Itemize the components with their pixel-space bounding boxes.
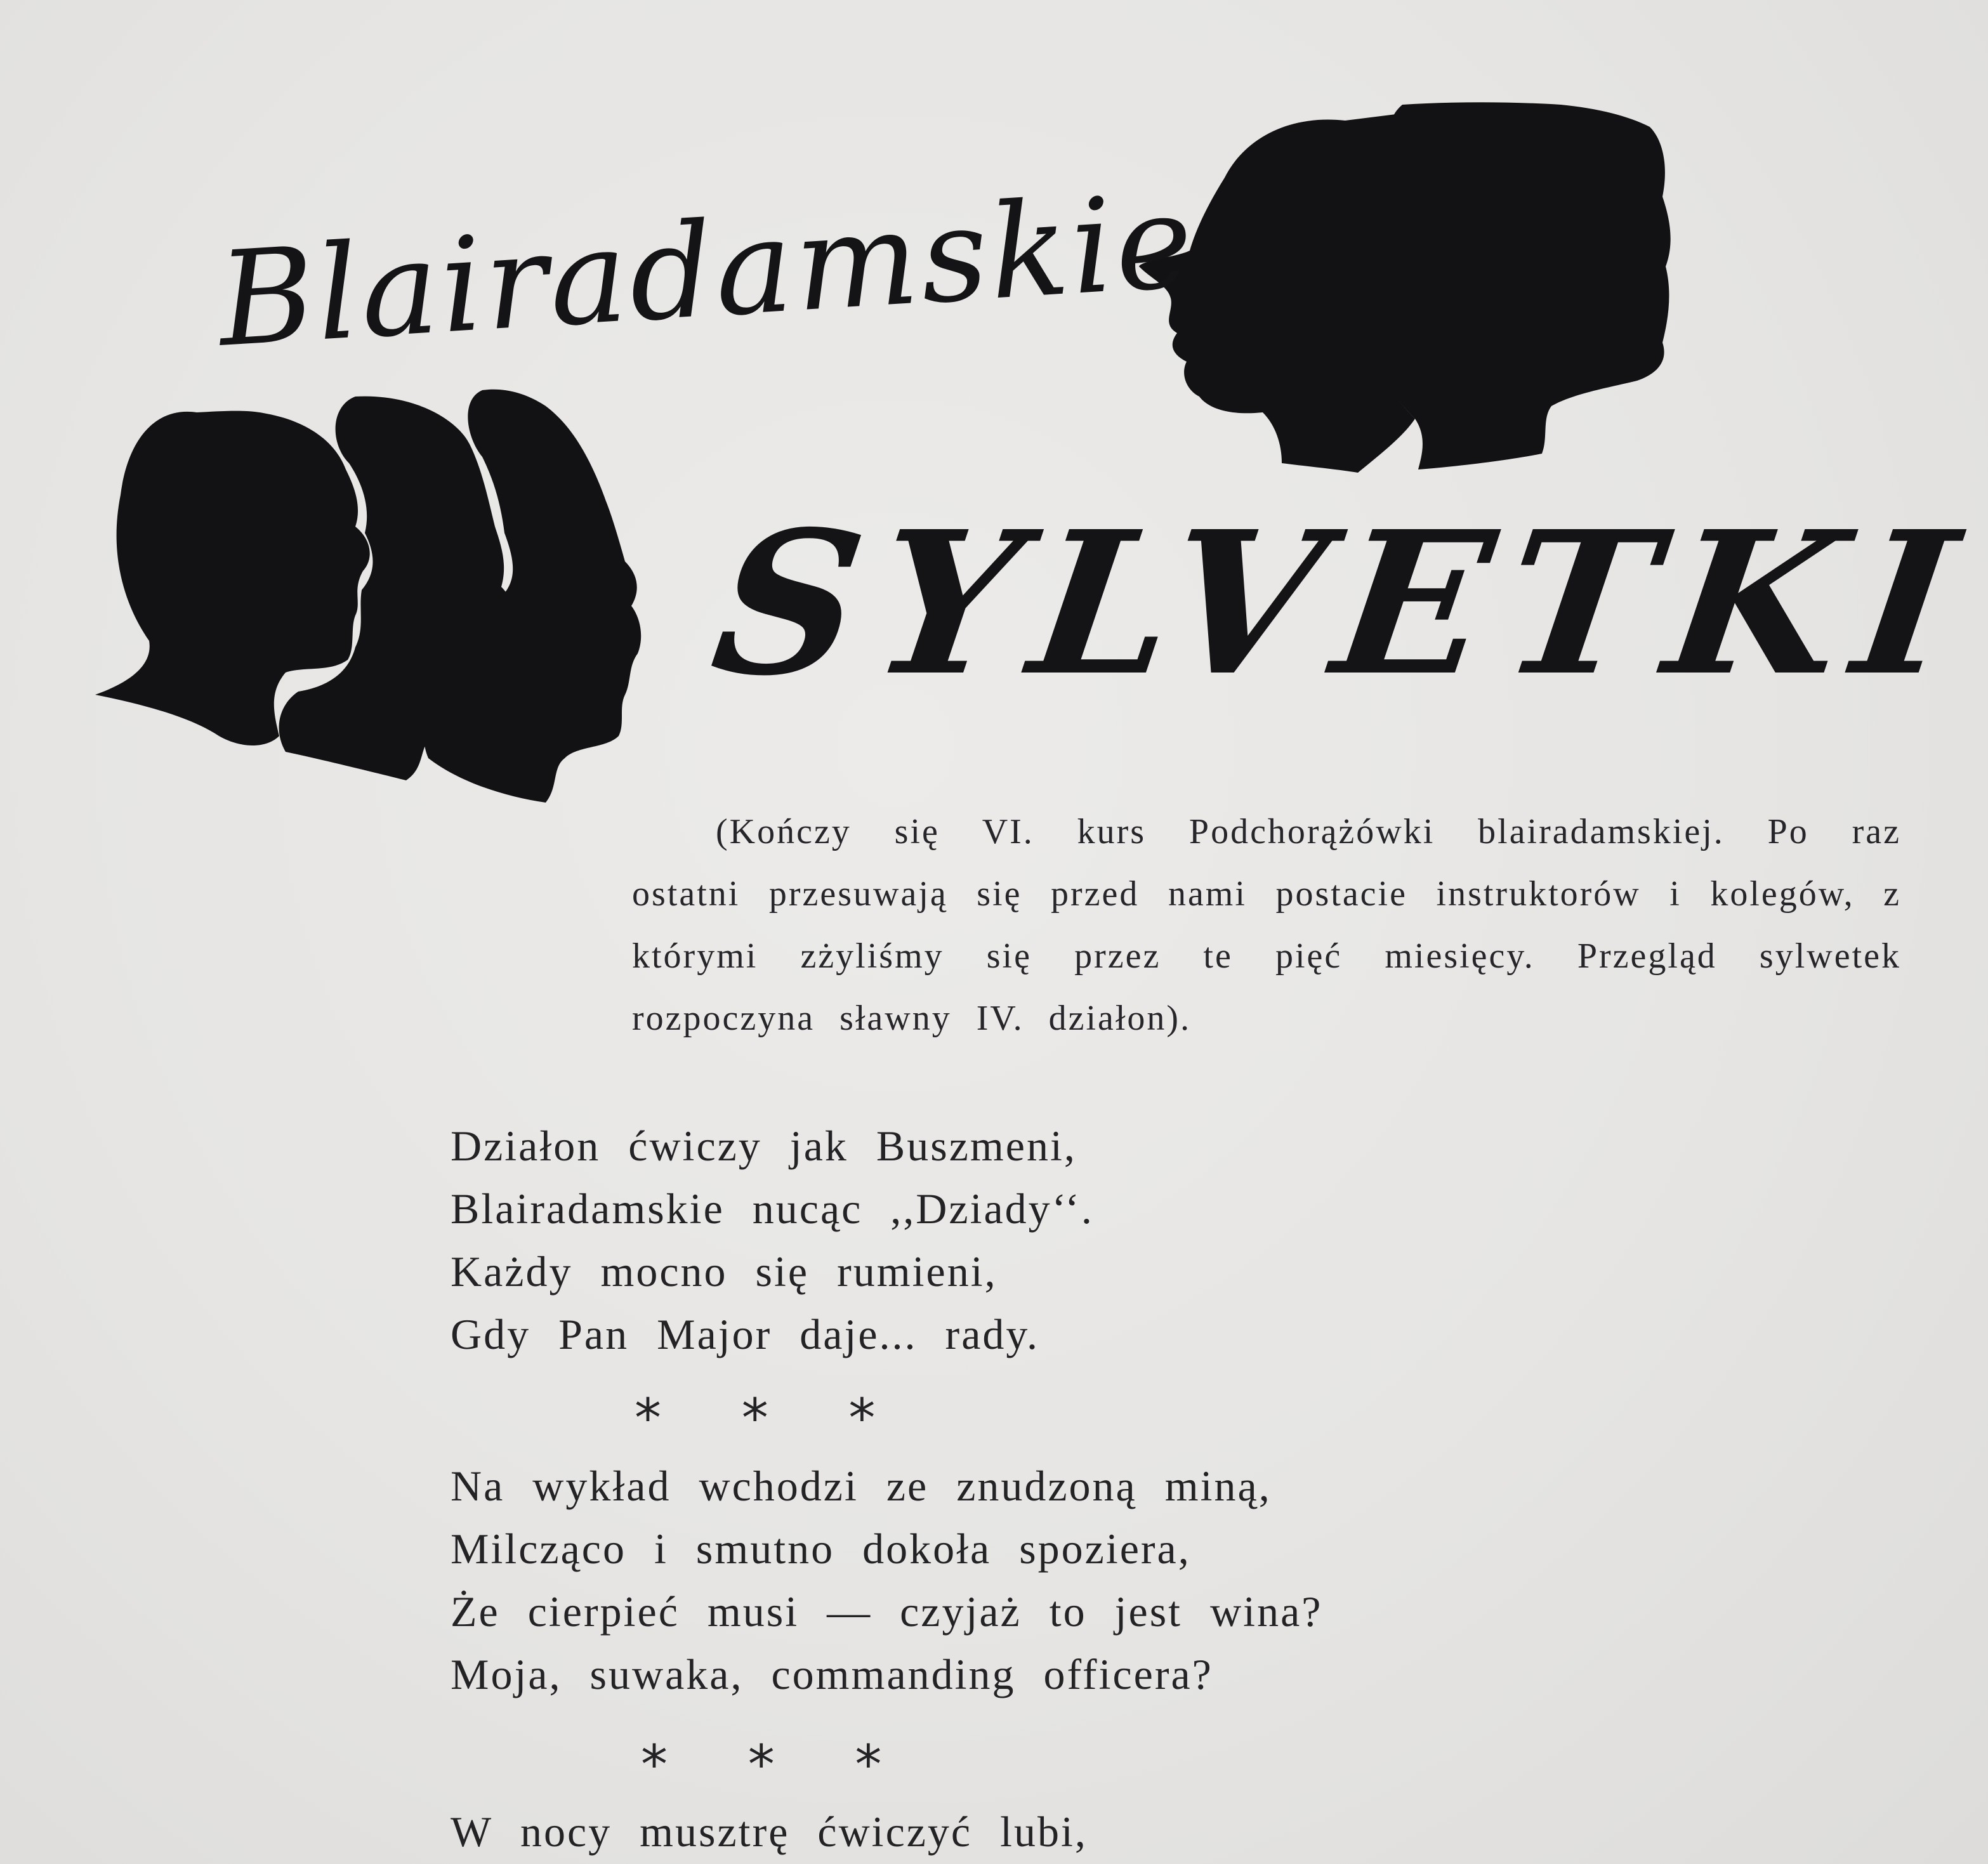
- poem-line: Blairadamskie nucąc ,,Dziady‘‘.: [451, 1185, 1094, 1233]
- poem-line: W nocy musztrę ćwiczyć lubi,: [451, 1808, 1088, 1856]
- stanza-3: [451, 1801, 1466, 1863]
- stanza-1: [451, 1115, 1466, 1366]
- title-block: SYLVETKI: [701, 489, 1985, 719]
- poem-line: Milcząco i smutno dokoła spoziera,: [451, 1525, 1191, 1573]
- title-script: Blairadamskie: [214, 166, 1199, 376]
- stanza-2: [451, 1455, 1466, 1706]
- poem-line: Na wykład wchodzi ze znudzoną miną,: [451, 1462, 1272, 1510]
- intro-paragraph: (Kończy się VI. kurs Podchorążówki blairadamskiej. Po raz ostatni przesuwają się przed nami postacie instruktorów i kolegów, z którymi zżyliśmy się przez te pięć miesięcy. Przegląd sylwetek rozpoczyna sławny IV. działon).: [632, 812, 1901, 1038]
- stanza-separator: * * *: [635, 1387, 907, 1449]
- poem-line: Gdy Pan Major daje... rady.: [451, 1310, 1039, 1358]
- poem-line: Działon ćwiczy jak Buszmeni,: [451, 1122, 1077, 1170]
- poem-line: Każdy mocno się rumieni,: [451, 1247, 997, 1296]
- poem-line: Moja, suwaka, commanding officera?: [451, 1650, 1213, 1698]
- stanza-separator: * * *: [641, 1733, 914, 1795]
- poem-line: Że cierpieć musi — czyjaż to jest wina?: [451, 1587, 1323, 1636]
